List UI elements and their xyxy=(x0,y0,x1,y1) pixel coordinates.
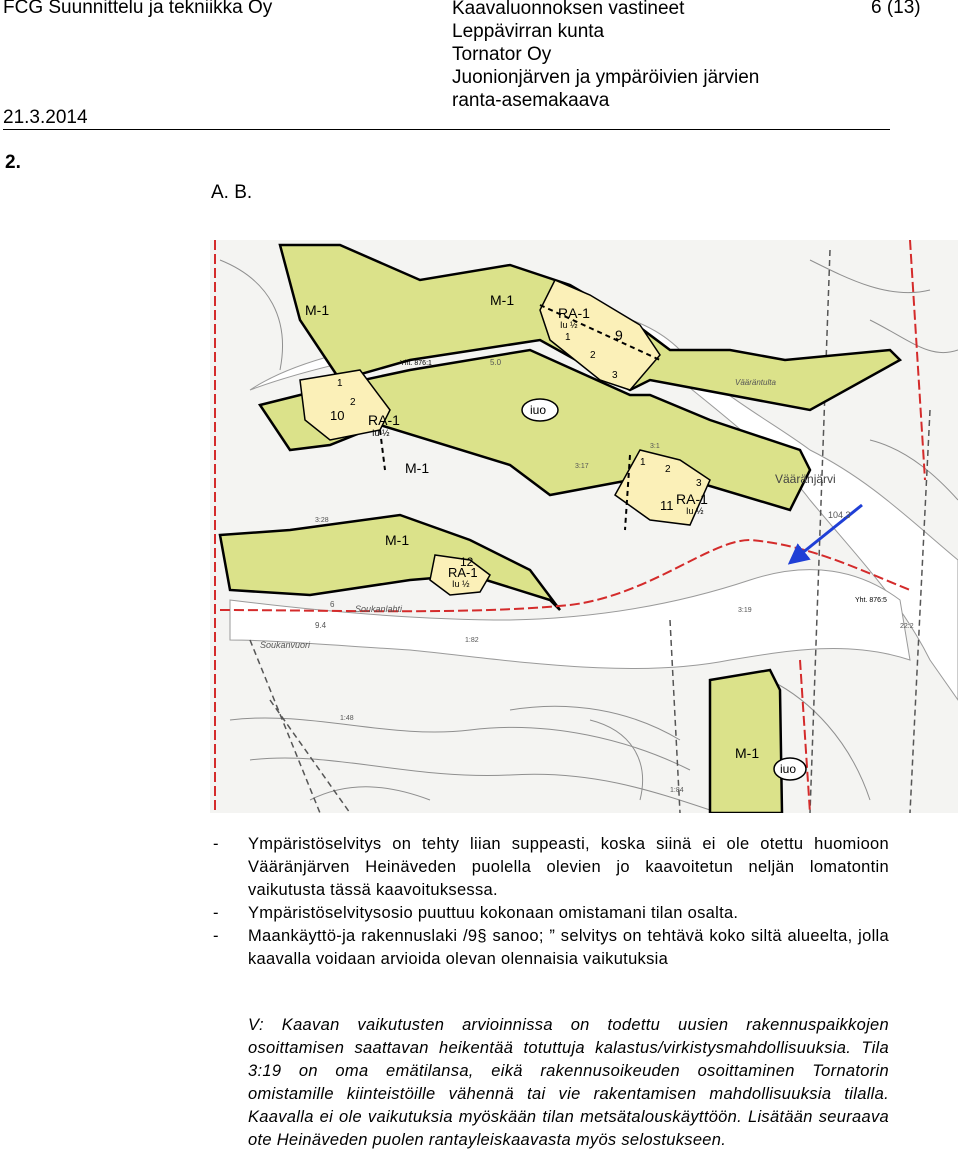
place-name: Soukanlahti xyxy=(355,604,403,614)
lot-number: 12 xyxy=(460,555,474,569)
section-ab-label: A. B. xyxy=(211,182,253,203)
parcel-number: 1:48 xyxy=(340,715,354,722)
zone-label-m1: M-1 xyxy=(735,745,760,761)
zone-label-ra1: RA-1 xyxy=(676,491,708,507)
response-paragraph: V: Kaavan vaikutusten arvioinnissa on todettu uusien rakennuspaikkojen osoittamisen saattavan heikentää totuttuja kalastus/virkistysmahdollisuuksia. Tila 3:19 on oma emätilansa, eikä rakennusoikeuden osoittaminen Tornatorin omistamille kiinteistöille vähennä tai vie rakentamisen mahdollisuuksia tilalla. Kaavalla ei ole vaikutuksia myöskään tilan metsätalouskäyttöön. Lisätään seuraava ote Heinäveden puolen rantayleiskaavasta myös selostukseen. xyxy=(248,1016,889,1149)
doc-title-line: Juonionjärven ja ympäröivien järvien xyxy=(452,67,760,88)
zone-label-iu: Iu ½ xyxy=(560,320,578,330)
zoning-map xyxy=(210,240,958,813)
lot-number: 2 xyxy=(665,464,671,475)
m1-zone-southeast xyxy=(710,670,782,813)
lot-number: 9 xyxy=(615,327,623,343)
lot-number: 2 xyxy=(590,350,596,361)
iuo-label: iuo xyxy=(780,762,797,776)
lot-number: 10 xyxy=(330,408,345,423)
comment-item: - Ympäristöselvitysosio puuttuu kokonaan omistamani tilan osalta. xyxy=(213,902,889,925)
lot-number: 1 xyxy=(337,378,343,389)
iuo-label: iuo xyxy=(530,403,547,417)
comment-text: Ympäristöselvitys on tehty liian suppeasti, koska siinä ei ole otettu huomioon Vääränjärven Heinäveden puolella olevien jo kaavoitetun neljän lomatontin vaikutusta tässä kaavoituksessa. xyxy=(248,835,889,899)
document-title xyxy=(452,0,759,112)
zone-label-m1: M-1 xyxy=(385,532,410,548)
lake-name: Vääränjärvi xyxy=(775,472,836,486)
lot-number: 2 xyxy=(350,397,356,408)
elevation-label: 104.3 xyxy=(828,510,851,520)
place-name: Soukanvuori xyxy=(260,640,311,650)
lot-number: 3 xyxy=(696,478,702,489)
zone-label-iu: Iu ½ xyxy=(372,428,390,438)
parcel-number: 3:17 xyxy=(575,463,589,470)
doc-title-line: Leppävirran kunta xyxy=(452,21,605,42)
parcel-number: 3:28 xyxy=(315,517,329,524)
zone-label-m1: M-1 xyxy=(405,460,430,476)
parcel-number: 22:2 xyxy=(900,623,914,630)
doc-title-line: Tornator Oy xyxy=(452,44,552,65)
zone-label-iu: Iu ½ xyxy=(452,579,470,589)
parcel-number: 3:1 xyxy=(650,443,660,450)
zone-label-m1: M-1 xyxy=(305,302,330,318)
comment-list xyxy=(213,833,889,971)
zone-label-iu: Iu ½ xyxy=(686,506,704,516)
parcel-number: 3:19 xyxy=(738,607,752,614)
parcel-number: 1:84 xyxy=(670,787,684,794)
parcel-number: 1:82 xyxy=(465,637,479,644)
property-code: Yht. 876:5 xyxy=(855,597,887,604)
doc-title-line: Kaavaluonnoksen vastineet xyxy=(452,0,685,19)
comment-item: - Maankäyttö-ja rakennuslaki /9§ sanoo; ” selvitys on tehtävä koko siltä alueelta, jolla kaavalla voidaan arvioida olevan olennaisia vaikutuksia xyxy=(213,925,889,971)
lot-number: 1 xyxy=(565,332,571,343)
page-number: 6 (13) xyxy=(871,0,921,18)
lot-number: 11 xyxy=(660,498,674,513)
header-divider xyxy=(3,129,890,130)
document-date: 21.3.2014 xyxy=(3,107,88,128)
section-number: 2. xyxy=(5,152,21,173)
place-name: Vääräntulta xyxy=(735,378,776,387)
comment-text: Ympäristöselvitysosio puuttuu kokonaan omistamani tilan osalta. xyxy=(248,904,739,922)
property-code: Yht. 876:1 xyxy=(400,360,432,367)
lot-number: 3 xyxy=(612,370,618,381)
zone-label-ra1: RA-1 xyxy=(558,305,590,321)
zone-label-ra1: RA-1 xyxy=(448,565,478,580)
zone-label-m1: M-1 xyxy=(490,292,515,308)
doc-title-line: ranta-asemakaava xyxy=(452,90,610,111)
elevation-label: 5.0 xyxy=(490,358,502,367)
zone-label-ra1: RA-1 xyxy=(368,412,400,428)
lot-number: 1 xyxy=(640,457,646,468)
comment-text: Maankäyttö-ja rakennuslaki /9§ sanoo; ” selvitys on tehtävä koko siltä alueelta, jolla kaavalla voidaan arvioida olevan olennaisia vaikutuksia xyxy=(248,927,889,968)
elevation-label: 6 xyxy=(330,600,335,609)
elevation-label: 9.4 xyxy=(315,621,327,630)
comment-item: - Ympäristöselvitys on tehty liian suppeasti, koska siinä ei ole otettu huomioon Vääränjärven Heinäveden puolella olevien jo kaavoitetun neljän lomatontin vaikutusta tässä kaavoituksessa. xyxy=(213,833,889,902)
company-name: FCG Suunnittelu ja tekniikka Oy xyxy=(3,0,273,18)
